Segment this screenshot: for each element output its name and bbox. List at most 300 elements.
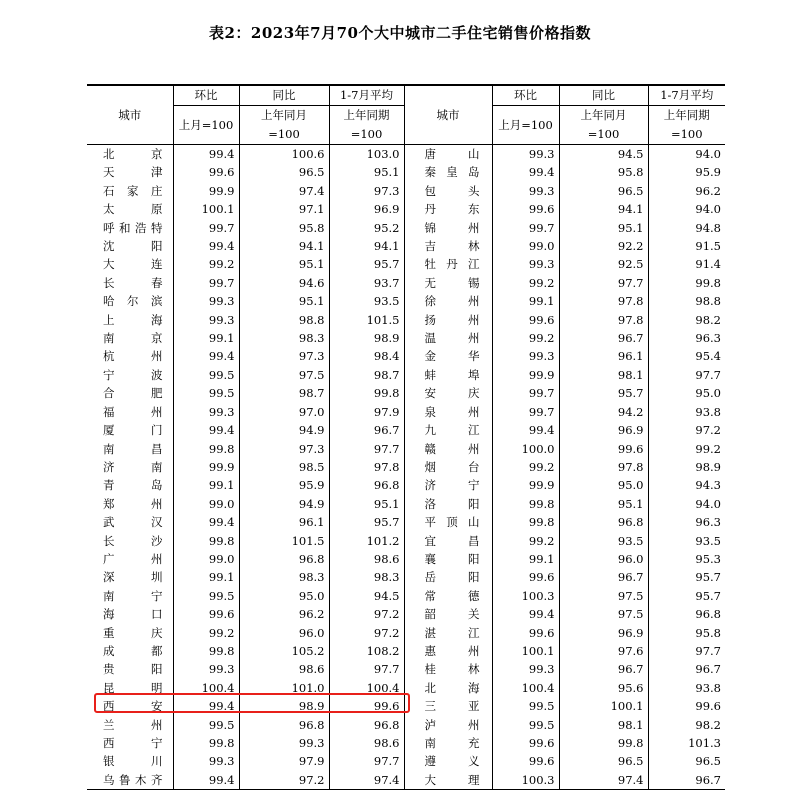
cell-mom-left: 100.4 [173, 679, 239, 697]
cell-avg-right: 96.7 [648, 771, 725, 790]
cell-avg-left: 97.4 [329, 771, 404, 790]
cell-city-left: 石家庄 [103, 183, 163, 198]
cell-mom-right: 99.2 [492, 329, 559, 347]
cell-mom-right: 99.2 [492, 458, 559, 476]
cell-mom-right: 99.1 [492, 292, 559, 310]
cell-city-left: 呼和浩特 [103, 220, 163, 235]
cell-yoy-left: 95.0 [239, 587, 329, 605]
cell-mom-left: 99.3 [173, 752, 239, 770]
cell-city-right: 洛阳 [404, 495, 492, 513]
cell-yoy-right: 95.1 [559, 219, 648, 237]
cell-mom-right: 100.3 [492, 587, 559, 605]
cell-avg-left: 97.2 [329, 605, 404, 623]
cell-avg-right: 94.0 [648, 495, 725, 513]
cell-yoy-left: 96.1 [239, 513, 329, 531]
cell-avg-left: 98.6 [329, 734, 404, 752]
cell-city-right: 秦皇岛 [404, 163, 492, 181]
table-header [87, 85, 725, 145]
cell-yoy-left: 98.8 [239, 311, 329, 329]
cell-yoy-left: 98.6 [239, 660, 329, 678]
cell-city-right: 金华 [404, 347, 492, 365]
cell-mom-right: 100.4 [492, 679, 559, 697]
cell-mom-left: 99.1 [173, 568, 239, 586]
cell-avg-right: 93.5 [648, 532, 725, 550]
table-row [87, 476, 725, 494]
cell-city-left: 长春 [103, 275, 163, 290]
table-row [87, 403, 725, 421]
table-row [87, 292, 725, 310]
cell-city-right: 北海 [404, 679, 492, 697]
cell-yoy-left: 95.8 [239, 219, 329, 237]
cell-mom-right: 99.3 [492, 347, 559, 365]
header-yoy-base1-right: 上年同月 [559, 106, 648, 126]
cell-mom-left: 99.3 [173, 660, 239, 678]
cell-city-left: 大连 [103, 257, 163, 272]
cell-avg-right: 93.8 [648, 403, 725, 421]
cell-mom-right: 99.4 [492, 163, 559, 181]
cell-avg-right: 96.2 [648, 182, 725, 200]
cell-avg-left: 93.5 [329, 292, 404, 310]
cell-avg-right: 91.5 [648, 237, 725, 255]
cell-city-right: 大理 [404, 771, 492, 790]
cell-city-right: 赣州 [404, 440, 492, 458]
cell-city-left: 广州 [103, 551, 163, 566]
cell-yoy-left: 96.2 [239, 605, 329, 623]
cell-city-left: 乌鲁木齐 [87, 771, 173, 790]
cell-city-left: 沈阳 [103, 239, 163, 254]
header-mom-base-left: 上月=100 [173, 106, 239, 145]
cell-city-left: 昆明 [103, 680, 163, 695]
cell-yoy-left: 99.3 [239, 734, 329, 752]
cell-city-right: 扬州 [404, 311, 492, 329]
table-row [87, 550, 725, 568]
cell-yoy-right: 95.0 [559, 476, 648, 494]
cell-yoy-right: 96.8 [559, 513, 648, 531]
table-row [87, 311, 725, 329]
header-yoy-base2-left: =100 [239, 125, 329, 145]
table-row [87, 458, 725, 476]
cell-city-left: 南宁 [103, 588, 163, 603]
table-row [87, 605, 725, 623]
table-row [87, 440, 725, 458]
table-row [87, 182, 725, 200]
cell-yoy-right: 97.4 [559, 771, 648, 790]
cell-avg-right: 96.3 [648, 513, 725, 531]
cell-yoy-right: 96.7 [559, 568, 648, 586]
cell-mom-right: 100.0 [492, 440, 559, 458]
cell-yoy-left: 95.9 [239, 476, 329, 494]
cell-city-right: 韶关 [404, 605, 492, 623]
cell-mom-left: 99.5 [173, 587, 239, 605]
cell-mom-right: 99.8 [492, 513, 559, 531]
cell-yoy-right: 95.1 [559, 495, 648, 513]
cell-avg-left: 101.5 [329, 311, 404, 329]
cell-yoy-right: 99.6 [559, 440, 648, 458]
cell-mom-right: 99.6 [492, 734, 559, 752]
cell-avg-right: 99.2 [648, 440, 725, 458]
cell-city-right: 遵义 [404, 752, 492, 770]
cell-city-left: 太原 [103, 202, 163, 217]
cell-city-right: 吉林 [404, 237, 492, 255]
cell-mom-right: 99.3 [492, 660, 559, 678]
cell-yoy-right: 97.5 [559, 587, 648, 605]
cell-city-left: 南昌 [103, 441, 163, 456]
cell-city-right: 锦州 [404, 219, 492, 237]
table-row [87, 752, 725, 770]
page-title: 表2：2023年7月70个大中城市二手住宅销售价格指数 [209, 24, 591, 42]
table-row [87, 716, 725, 734]
cell-city-right: 安庆 [404, 384, 492, 402]
cell-avg-right: 97.7 [648, 366, 725, 384]
cell-mom-right: 99.6 [492, 568, 559, 586]
cell-mom-right: 99.4 [492, 421, 559, 439]
header-yoy-right: 同比 [559, 85, 648, 106]
cell-mom-left: 99.8 [173, 440, 239, 458]
cell-yoy-left: 97.2 [239, 771, 329, 790]
cell-mom-left: 99.4 [173, 347, 239, 365]
cell-city-left: 青岛 [103, 478, 163, 493]
cell-mom-left: 99.2 [173, 624, 239, 642]
cell-city-left: 济南 [103, 459, 163, 474]
cell-mom-right: 99.4 [492, 605, 559, 623]
cell-city-right: 蚌埠 [404, 366, 492, 384]
cell-city-right: 牡丹江 [404, 255, 492, 273]
cell-avg-left: 103.0 [329, 145, 404, 164]
cell-yoy-left: 96.8 [239, 716, 329, 734]
cell-yoy-left: 97.3 [239, 347, 329, 365]
cell-mom-right: 100.3 [492, 771, 559, 790]
cell-city-left: 银川 [103, 754, 163, 769]
cell-avg-right: 95.7 [648, 568, 725, 586]
cell-mom-left: 99.5 [173, 384, 239, 402]
cell-mom-right: 99.9 [492, 476, 559, 494]
cell-city-right: 无锡 [404, 274, 492, 292]
table-row [87, 642, 725, 660]
cell-city-left: 福州 [103, 404, 163, 419]
table-row [87, 347, 725, 365]
cell-yoy-left: 101.5 [239, 532, 329, 550]
cell-yoy-right: 97.8 [559, 292, 648, 310]
cell-mom-right: 99.5 [492, 716, 559, 734]
cell-yoy-left: 97.5 [239, 366, 329, 384]
cell-yoy-left: 95.1 [239, 255, 329, 273]
cell-yoy-right: 95.6 [559, 679, 648, 697]
cell-yoy-left: 97.3 [239, 440, 329, 458]
cell-city-right: 岳阳 [404, 568, 492, 586]
cell-mom-right: 99.1 [492, 550, 559, 568]
cell-yoy-right: 95.8 [559, 163, 648, 181]
cell-mom-left: 99.4 [173, 237, 239, 255]
cell-city-left: 上海 [103, 312, 163, 327]
cell-avg-right: 98.8 [648, 292, 725, 310]
cell-avg-left: 94.1 [329, 237, 404, 255]
cell-yoy-left: 94.6 [239, 274, 329, 292]
cell-avg-right: 99.8 [648, 274, 725, 292]
cell-yoy-left: 98.3 [239, 568, 329, 586]
cell-avg-right: 98.2 [648, 311, 725, 329]
cell-city-left: 哈尔滨 [103, 294, 163, 309]
cell-mom-left: 99.0 [173, 550, 239, 568]
table-row [87, 532, 725, 550]
cell-city-right: 湛江 [404, 624, 492, 642]
cell-city-left: 武汉 [103, 515, 163, 530]
cell-yoy-right: 97.7 [559, 274, 648, 292]
cell-avg-right: 98.9 [648, 458, 725, 476]
cell-avg-left: 93.7 [329, 274, 404, 292]
cell-city-right: 温州 [404, 329, 492, 347]
table-row [87, 734, 725, 752]
table-row [87, 568, 725, 586]
cell-mom-right: 99.2 [492, 532, 559, 550]
cell-avg-left: 97.7 [329, 752, 404, 770]
cell-yoy-right: 96.0 [559, 550, 648, 568]
cell-avg-right: 99.6 [648, 697, 725, 715]
table-row [87, 495, 725, 513]
header-yoy-base2-right: =100 [559, 125, 648, 145]
cell-yoy-left: 98.7 [239, 384, 329, 402]
cell-avg-right: 97.7 [648, 642, 725, 660]
cell-yoy-right: 94.2 [559, 403, 648, 421]
cell-avg-left: 97.3 [329, 182, 404, 200]
cell-city-left: 天津 [103, 165, 163, 180]
cell-mom-right: 99.7 [492, 403, 559, 421]
cell-avg-right: 93.8 [648, 679, 725, 697]
cell-city-left: 北京 [87, 145, 173, 164]
cell-yoy-left: 97.4 [239, 182, 329, 200]
header-avg-right: 1-7月平均 [648, 85, 725, 106]
cell-avg-right: 96.5 [648, 752, 725, 770]
cell-city-left: 合肥 [103, 386, 163, 401]
cell-mom-right: 99.3 [492, 182, 559, 200]
cell-mom-left: 99.1 [173, 329, 239, 347]
cell-city-right: 宜昌 [404, 532, 492, 550]
cell-avg-left: 98.6 [329, 550, 404, 568]
cell-mom-left: 99.3 [173, 311, 239, 329]
cell-city-left: 兰州 [103, 717, 163, 732]
cell-yoy-left: 98.5 [239, 458, 329, 476]
cell-city-left: 南京 [103, 331, 163, 346]
cell-avg-left: 96.8 [329, 716, 404, 734]
cell-avg-right: 95.4 [648, 347, 725, 365]
cell-avg-left: 100.4 [329, 679, 404, 697]
header-avg-left: 1-7月平均 [329, 85, 404, 106]
header-avg-base1-right: 上年同期 [648, 106, 725, 126]
cell-mom-left: 99.3 [173, 292, 239, 310]
cell-city-left: 西宁 [103, 736, 163, 750]
cell-city-left: 厦门 [103, 423, 163, 438]
cell-avg-left: 98.3 [329, 568, 404, 586]
cell-yoy-right: 93.5 [559, 532, 648, 550]
cell-avg-left: 97.9 [329, 403, 404, 421]
cell-yoy-left: 105.2 [239, 642, 329, 660]
cell-avg-right: 94.0 [648, 200, 725, 218]
cell-city-left: 杭州 [103, 349, 163, 364]
cell-city-right: 常德 [404, 587, 492, 605]
cell-avg-right: 97.2 [648, 421, 725, 439]
cell-city-left: 长沙 [103, 533, 163, 548]
table-row [87, 771, 725, 790]
cell-avg-left: 95.7 [329, 255, 404, 273]
cell-city-right: 九江 [404, 421, 492, 439]
cell-yoy-right: 99.8 [559, 734, 648, 752]
cell-mom-left: 99.5 [173, 366, 239, 384]
cell-city-right: 南充 [404, 734, 492, 752]
cell-mom-left: 99.4 [173, 421, 239, 439]
cell-mom-left: 99.1 [173, 476, 239, 494]
cell-avg-right: 98.2 [648, 716, 725, 734]
cell-yoy-left: 94.9 [239, 421, 329, 439]
cell-avg-left: 96.9 [329, 200, 404, 218]
cell-mom-left: 99.8 [173, 532, 239, 550]
cell-yoy-right: 96.5 [559, 182, 648, 200]
cell-mom-left: 99.8 [173, 642, 239, 660]
cell-mom-left: 100.1 [173, 200, 239, 218]
cell-city-right: 烟台 [404, 458, 492, 476]
cell-yoy-right: 100.1 [559, 697, 648, 715]
cell-avg-right: 101.3 [648, 734, 725, 752]
cell-mom-right: 99.7 [492, 384, 559, 402]
cell-yoy-left: 94.1 [239, 237, 329, 255]
cell-avg-right: 96.7 [648, 660, 725, 678]
cell-city-left: 深圳 [103, 570, 163, 585]
cell-avg-left: 97.7 [329, 660, 404, 678]
cell-city-left: 海口 [103, 607, 163, 622]
cell-mom-left: 99.4 [173, 513, 239, 531]
table-row [87, 624, 725, 642]
cell-mom-left: 99.3 [173, 403, 239, 421]
header-avg-base2-left: =100 [329, 125, 404, 145]
cell-city-right: 丹东 [404, 200, 492, 218]
table-row [87, 513, 725, 531]
cell-avg-right: 95.0 [648, 384, 725, 402]
cell-mom-right: 100.1 [492, 642, 559, 660]
cell-avg-left: 98.9 [329, 329, 404, 347]
cell-mom-right: 99.6 [492, 200, 559, 218]
cell-city-right: 惠州 [404, 642, 492, 660]
cell-mom-left: 99.6 [173, 605, 239, 623]
cell-yoy-right: 95.7 [559, 384, 648, 402]
cell-mom-right: 99.3 [492, 255, 559, 273]
cell-mom-right: 99.2 [492, 274, 559, 292]
header-yoy-left: 同比 [239, 85, 329, 106]
cell-city-left: 重庆 [103, 625, 163, 640]
cell-avg-left: 96.7 [329, 421, 404, 439]
cell-yoy-right: 97.6 [559, 642, 648, 660]
cell-mom-left: 99.4 [173, 145, 239, 164]
cell-city-right: 三亚 [404, 697, 492, 715]
header-mom-left: 环比 [173, 85, 239, 106]
cell-avg-left: 96.8 [329, 476, 404, 494]
header-city-left: 城市 [87, 85, 173, 145]
table-row [87, 366, 725, 384]
cell-city-right: 济宁 [404, 476, 492, 494]
cell-yoy-left: 95.1 [239, 292, 329, 310]
cell-mom-right: 99.6 [492, 311, 559, 329]
cell-mom-left: 99.7 [173, 219, 239, 237]
cell-yoy-right: 96.1 [559, 347, 648, 365]
cell-city-right: 唐山 [404, 145, 492, 164]
cell-avg-left: 98.7 [329, 366, 404, 384]
cell-yoy-right: 96.7 [559, 660, 648, 678]
cell-avg-right: 96.8 [648, 605, 725, 623]
cell-city-left: 贵阳 [103, 662, 163, 677]
cell-avg-left: 95.1 [329, 163, 404, 181]
table-row [87, 237, 725, 255]
cell-avg-left: 97.7 [329, 440, 404, 458]
cell-city-right: 泸州 [404, 716, 492, 734]
cell-yoy-right: 96.9 [559, 421, 648, 439]
table-row [87, 163, 725, 181]
cell-yoy-left: 98.3 [239, 329, 329, 347]
cell-mom-left: 99.8 [173, 734, 239, 752]
cell-yoy-left: 98.9 [239, 697, 329, 715]
header-yoy-base1-left: 上年同月 [239, 106, 329, 126]
cell-yoy-right: 98.1 [559, 366, 648, 384]
table-row [87, 421, 725, 439]
cell-avg-left: 99.6 [329, 697, 404, 715]
cell-yoy-left: 101.0 [239, 679, 329, 697]
cell-yoy-right: 92.5 [559, 255, 648, 273]
cell-mom-left: 99.5 [173, 716, 239, 734]
cell-yoy-right: 97.8 [559, 458, 648, 476]
cell-avg-right: 95.8 [648, 624, 725, 642]
cell-avg-right: 95.3 [648, 550, 725, 568]
cell-yoy-right: 96.9 [559, 624, 648, 642]
cell-avg-left: 97.8 [329, 458, 404, 476]
table-row [87, 329, 725, 347]
table-row [87, 274, 725, 292]
cell-city-left: 宁波 [103, 367, 163, 382]
cell-avg-right: 94.8 [648, 219, 725, 237]
cell-yoy-left: 94.9 [239, 495, 329, 513]
cell-city-right: 襄阳 [404, 550, 492, 568]
cell-mom-left: 99.4 [173, 697, 239, 715]
cell-avg-right: 94.3 [648, 476, 725, 494]
cell-city-right: 平顶山 [404, 513, 492, 531]
cell-mom-left: 99.7 [173, 274, 239, 292]
cell-mom-right: 99.9 [492, 366, 559, 384]
cell-yoy-right: 98.1 [559, 716, 648, 734]
cell-avg-left: 94.5 [329, 587, 404, 605]
cell-yoy-left: 96.0 [239, 624, 329, 642]
cell-yoy-right: 94.1 [559, 200, 648, 218]
cell-avg-left: 101.2 [329, 532, 404, 550]
cell-mom-right: 99.3 [492, 145, 559, 164]
table-row [87, 219, 725, 237]
header-avg-base1-left: 上年同期 [329, 106, 404, 126]
cell-mom-right: 99.5 [492, 697, 559, 715]
cell-mom-left: 99.9 [173, 458, 239, 476]
cell-avg-right: 91.4 [648, 255, 725, 273]
header-mom-base-right: 上月=100 [492, 106, 559, 145]
cell-avg-right: 95.7 [648, 587, 725, 605]
cell-yoy-left: 97.0 [239, 403, 329, 421]
cell-yoy-left: 100.6 [239, 145, 329, 164]
header-mom-right: 环比 [492, 85, 559, 106]
cell-city-left: 成都 [103, 643, 163, 658]
cell-mom-left: 99.0 [173, 495, 239, 513]
cell-yoy-right: 94.5 [559, 145, 648, 164]
cell-city-right: 泉州 [404, 403, 492, 421]
cell-mom-left: 99.2 [173, 255, 239, 273]
cell-mom-right: 99.6 [492, 624, 559, 642]
highlight-box-xian [94, 693, 410, 713]
cell-city-right: 包头 [404, 182, 492, 200]
table-row [87, 200, 725, 218]
header-city-right: 城市 [404, 85, 492, 145]
cell-yoy-left: 96.5 [239, 163, 329, 181]
cell-avg-left: 95.1 [329, 495, 404, 513]
